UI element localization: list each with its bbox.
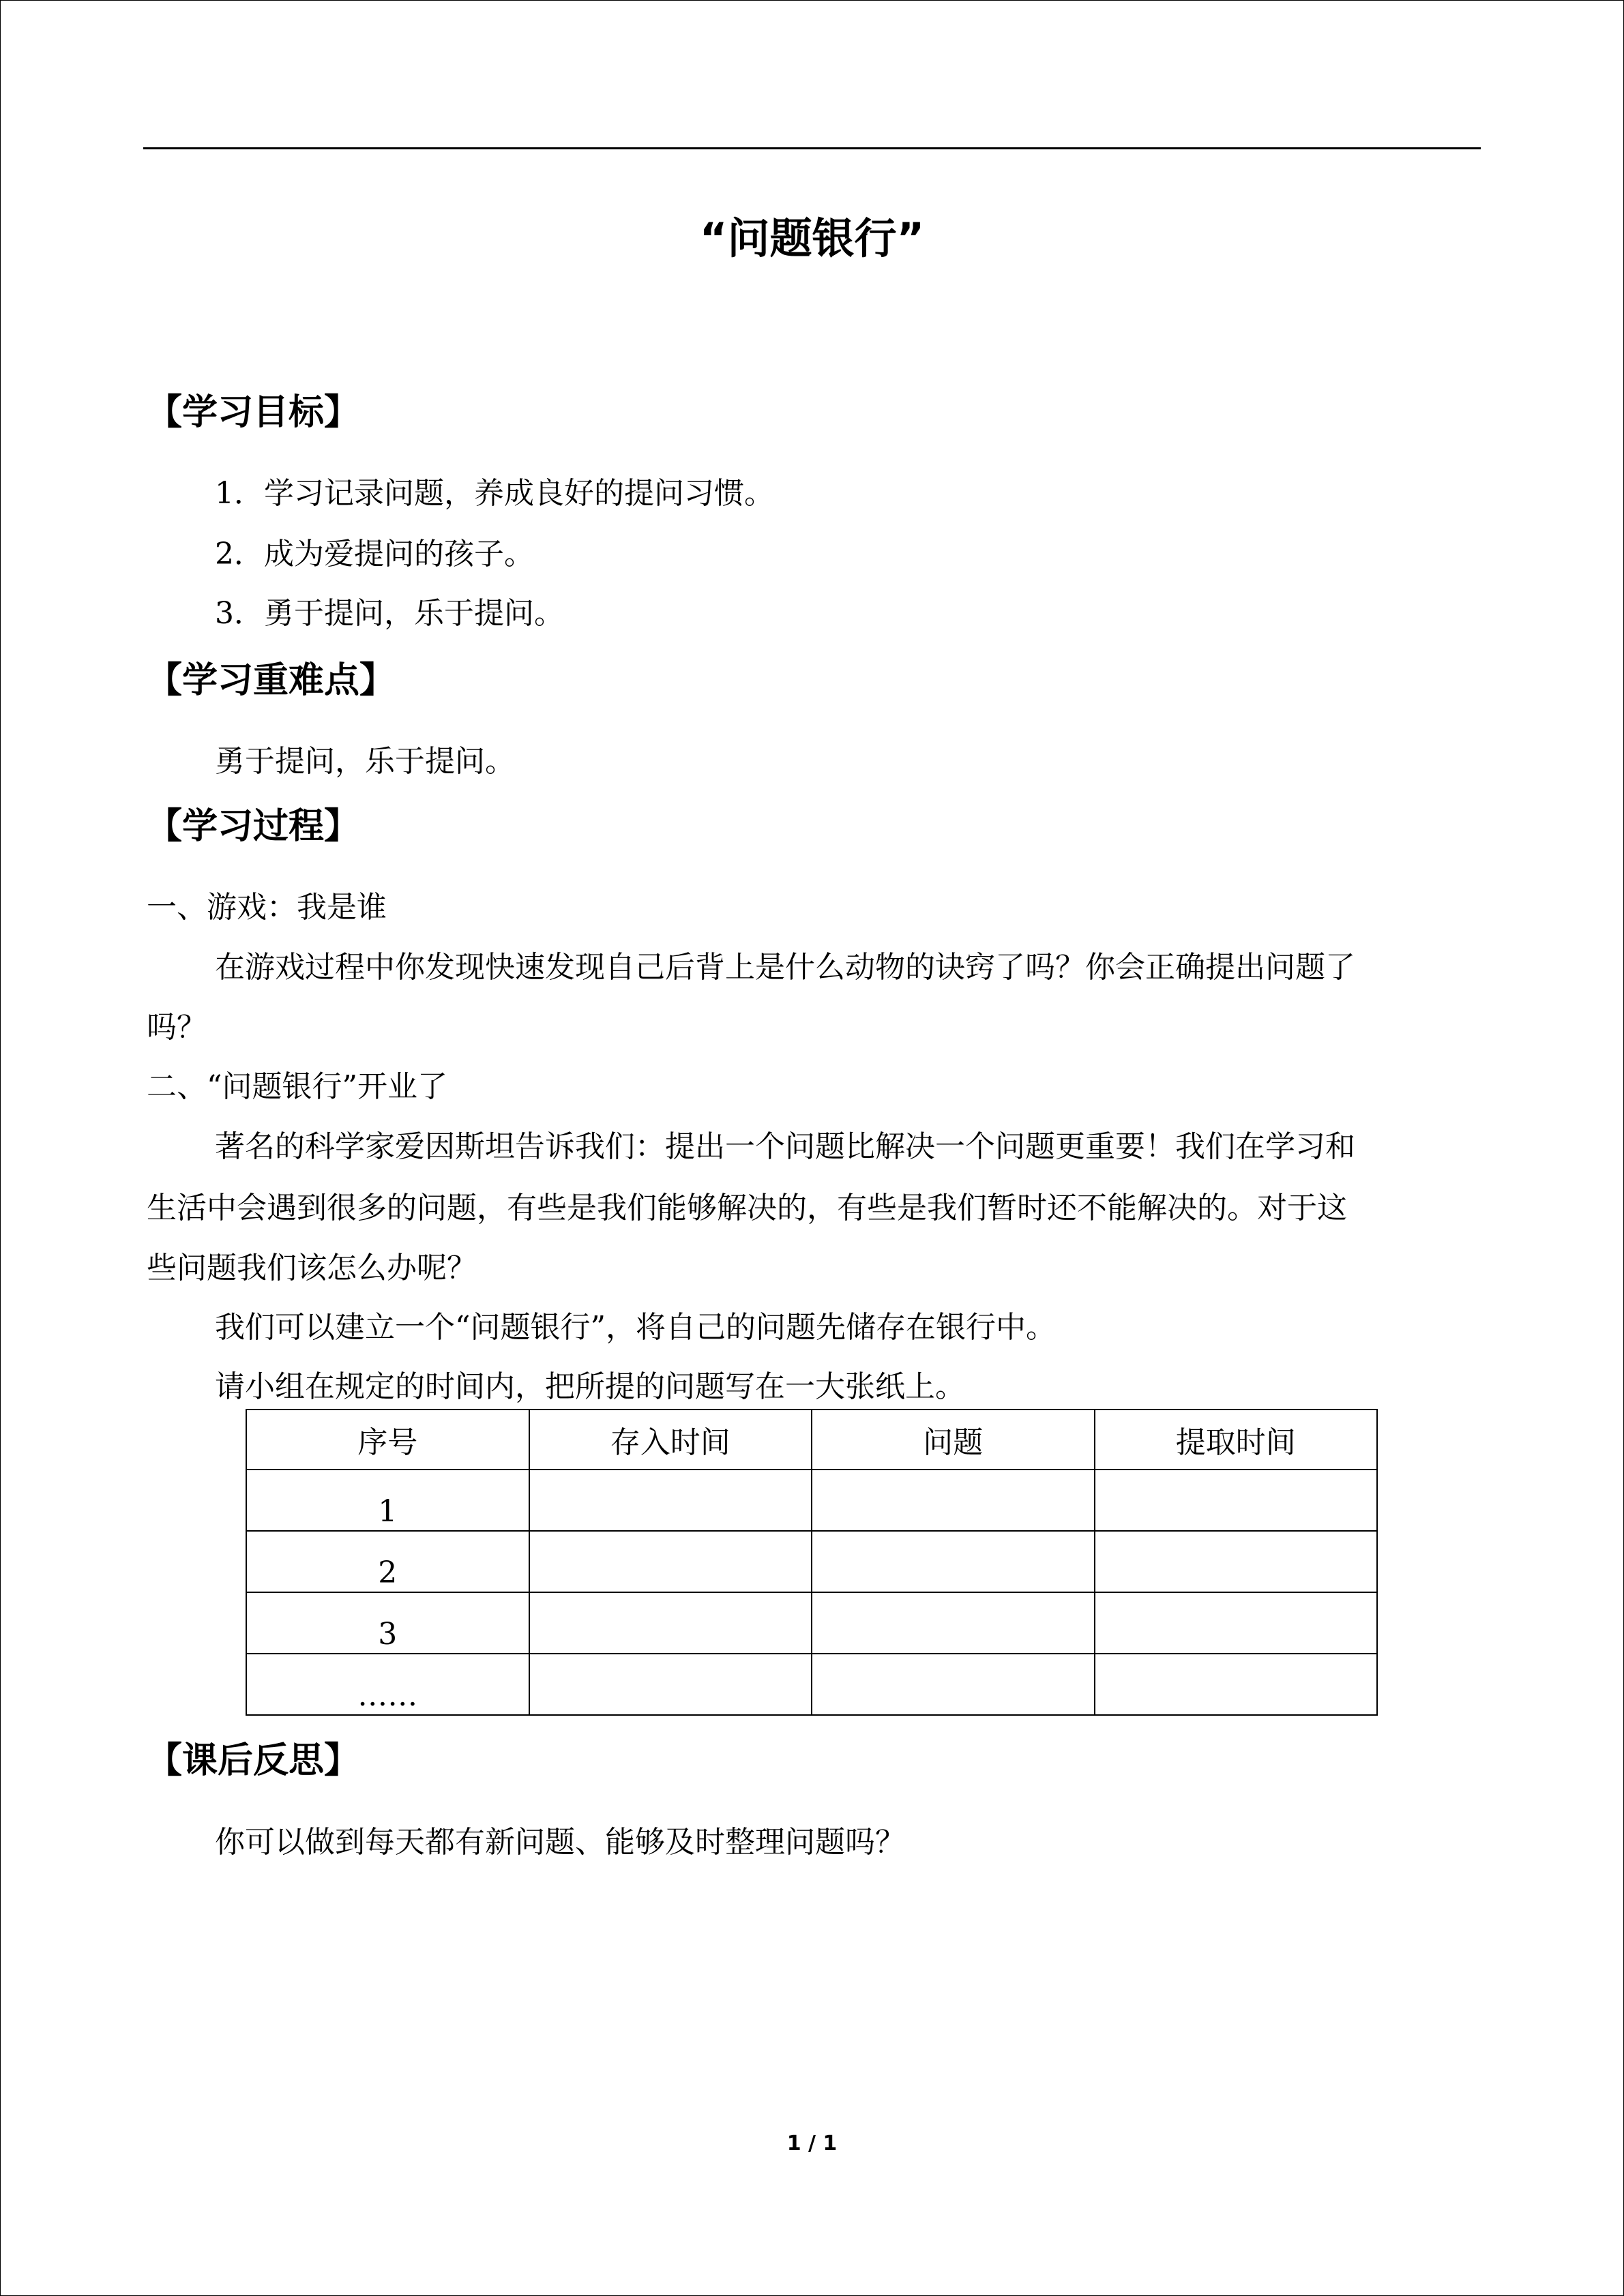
table-cell: [529, 1654, 812, 1715]
header-rule: [143, 147, 1481, 149]
table-row: [246, 1470, 1377, 1531]
table-cell: [812, 1470, 1095, 1531]
part2-line2: 生活中会遇到很多的问题，有些是我们能够解决的，有些是我们暂时还不能解决的。对于这: [147, 1191, 1347, 1225]
table-cell: [812, 1592, 1095, 1654]
page-number: 1 / 1: [786, 2132, 838, 2156]
table-cell: [812, 1654, 1095, 1715]
reflection-text: 你可以做到每天都有新问题、能够及时整理问题吗？: [215, 1825, 905, 1860]
header-index: 序号: [246, 1410, 529, 1470]
part2-line5: 请小组在规定的时间内，把所提的问题写在一大张纸上。: [215, 1369, 965, 1404]
table-cell: [529, 1470, 812, 1531]
keypoints-text: 勇于提问，乐于提问。: [215, 744, 515, 779]
part1-title: 一、游戏：我是谁: [147, 890, 387, 925]
page-title: “问题银行”: [699, 213, 925, 263]
part2-title: 二、“问题银行”开业了: [147, 1069, 447, 1104]
process-heading: 【学习过程】: [147, 806, 360, 847]
table-cell: [529, 1592, 812, 1654]
table-row: [246, 1592, 1377, 1654]
part2-line3: 些问题我们该怎么办呢？: [147, 1251, 477, 1285]
part1-line2: 吗？: [147, 1010, 207, 1045]
question-bank-table: [246, 1409, 1378, 1716]
goal-item-1: 1．学习记录问题，养成良好的提问习惯。: [215, 476, 774, 511]
table-cell: [1095, 1470, 1378, 1531]
table-cell: [1095, 1531, 1378, 1592]
table-cell: 2: [246, 1531, 529, 1592]
table-cell: 1: [246, 1470, 529, 1531]
header-deposit-time: 存入时间: [529, 1410, 812, 1470]
reflection-heading: 【课后反思】: [147, 1740, 360, 1781]
table-cell: [1095, 1654, 1378, 1715]
table-row: [246, 1531, 1377, 1592]
goal-item-2: 2．成为爱提问的孩子。: [215, 537, 534, 571]
table-cell: [1095, 1592, 1378, 1654]
table-cell: ……: [246, 1654, 529, 1715]
goals-heading: 【学习目标】: [147, 392, 360, 433]
header-withdraw-time: 提取时间: [1095, 1410, 1378, 1470]
keypoints-heading: 【学习重难点】: [147, 660, 396, 701]
part2-line4: 我们可以建立一个“问题银行”，将自己的问题先储存在银行中。: [215, 1310, 1056, 1345]
table-cell: 3: [246, 1592, 529, 1654]
table-row: [246, 1654, 1377, 1715]
part1-line1: 在游戏过程中你发现快速发现自己后背上是什么动物的诀窍了吗？你会正确提出问题了: [215, 950, 1355, 985]
part2-line1: 著名的科学家爱因斯坦告诉我们：提出一个问题比解决一个问题更重要！我们在学习和: [215, 1129, 1355, 1164]
table-cell: [529, 1531, 812, 1592]
table-cell: [812, 1531, 1095, 1592]
header-question: 问题: [812, 1410, 1095, 1470]
table-header-row: [246, 1410, 1377, 1470]
goal-item-3: 3．勇于提问，乐于提问。: [215, 596, 564, 631]
